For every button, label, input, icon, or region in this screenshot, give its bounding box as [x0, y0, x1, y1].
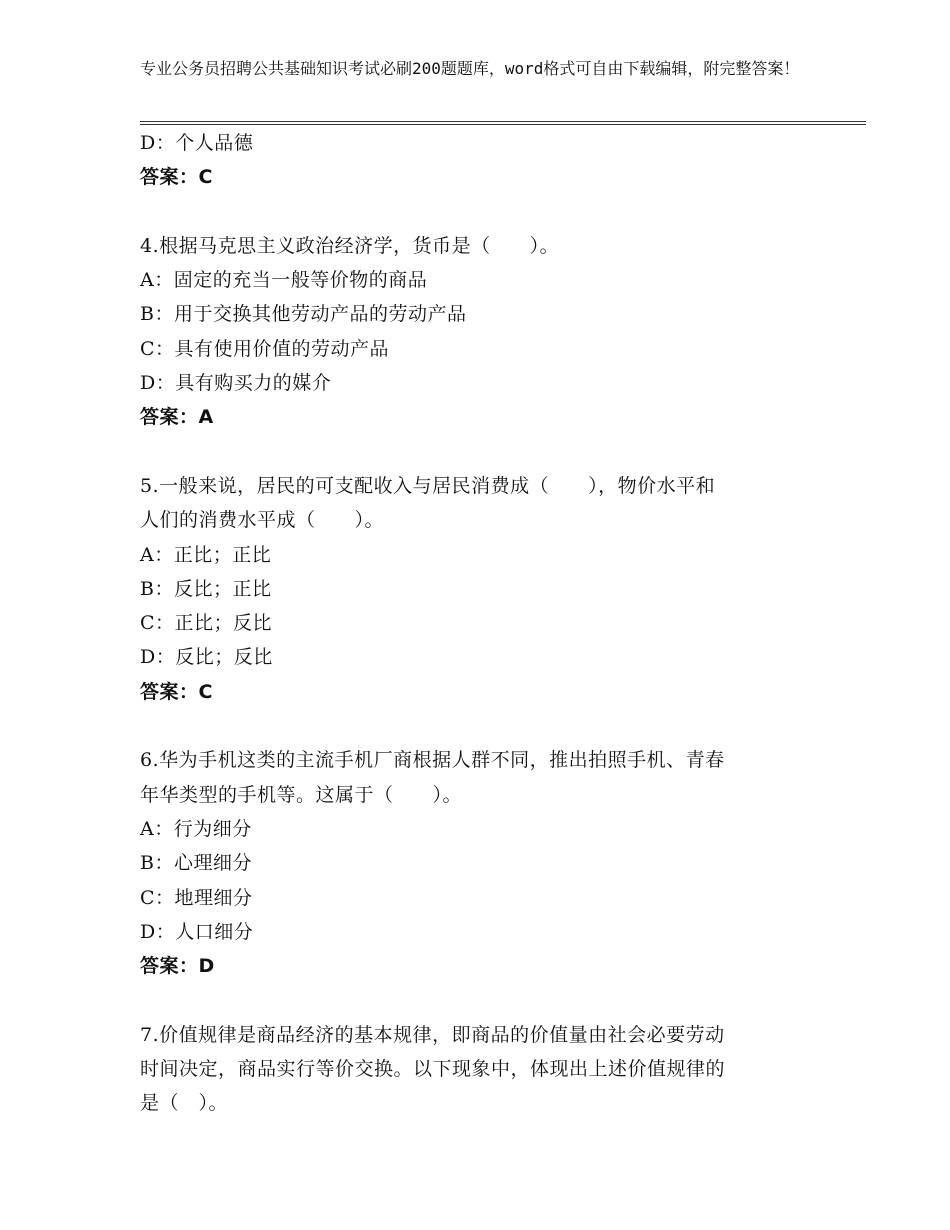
question-7-text-cont: 时间决定，商品实行等价交换。以下现象中，体现出上述价值规律的 — [140, 1058, 726, 1081]
option-c: C：地理细分 — [140, 886, 253, 909]
answer-label: 答案：D — [140, 955, 215, 978]
option-a: A：固定的充当一般等价物的商品 — [140, 269, 428, 292]
header-divider-bottom — [140, 124, 866, 125]
spacer — [140, 195, 800, 229]
option-c: C：具有使用价值的劳动产品 — [140, 337, 390, 360]
option-b: B：用于交换其他劳动产品的劳动产品 — [140, 303, 467, 326]
spacer — [140, 435, 800, 469]
option-b: B：心理细分 — [140, 852, 252, 875]
option-d: D：人口细分 — [140, 920, 254, 943]
question-6-text: 6.华为手机这类的主流手机厂商根据人群不同，推出拍照手机、青春 — [140, 749, 725, 772]
answer-label: 答案：A — [140, 406, 214, 429]
question-6-text-cont: 年华类型的手机等。这属于（ ）。 — [140, 783, 463, 806]
option-c: C：正比；反比 — [140, 612, 273, 635]
question-5-text-cont: 人们的消费水平成（ ）。 — [140, 509, 385, 532]
option-d: D：个人品德 — [140, 132, 254, 154]
option-d: D：反比；反比 — [140, 646, 273, 669]
header-divider-top — [140, 121, 866, 122]
question-5-text: 5.一般来说，居民的可支配收入与居民消费成（ ），物价水平和 — [140, 474, 716, 497]
spacer — [140, 709, 800, 743]
option-a: A：正比；正比 — [140, 543, 272, 566]
answer-label: 答案：C — [140, 680, 213, 703]
answer-label: 答案：C — [140, 166, 213, 189]
question-4-text: 4.根据马克思主义政治经济学，货币是（ ）。 — [140, 234, 560, 257]
question-7-text: 7.价值规律是商品经济的基本规律，即商品的价值量由社会必要劳动 — [140, 1023, 725, 1046]
page-header: 专业公务员招聘公共基础知识考试必刷200题题库，word格式可自由下载编辑，附完整答案！ — [140, 59, 800, 78]
option-b: B：反比；正比 — [140, 577, 272, 600]
option-d: D：具有购买力的媒介 — [140, 372, 332, 395]
option-a: A：行为细分 — [140, 817, 252, 840]
spacer — [140, 983, 800, 1017]
question-7-text-end: 是（ ）。 — [140, 1092, 229, 1115]
question-content — [140, 126, 800, 1121]
